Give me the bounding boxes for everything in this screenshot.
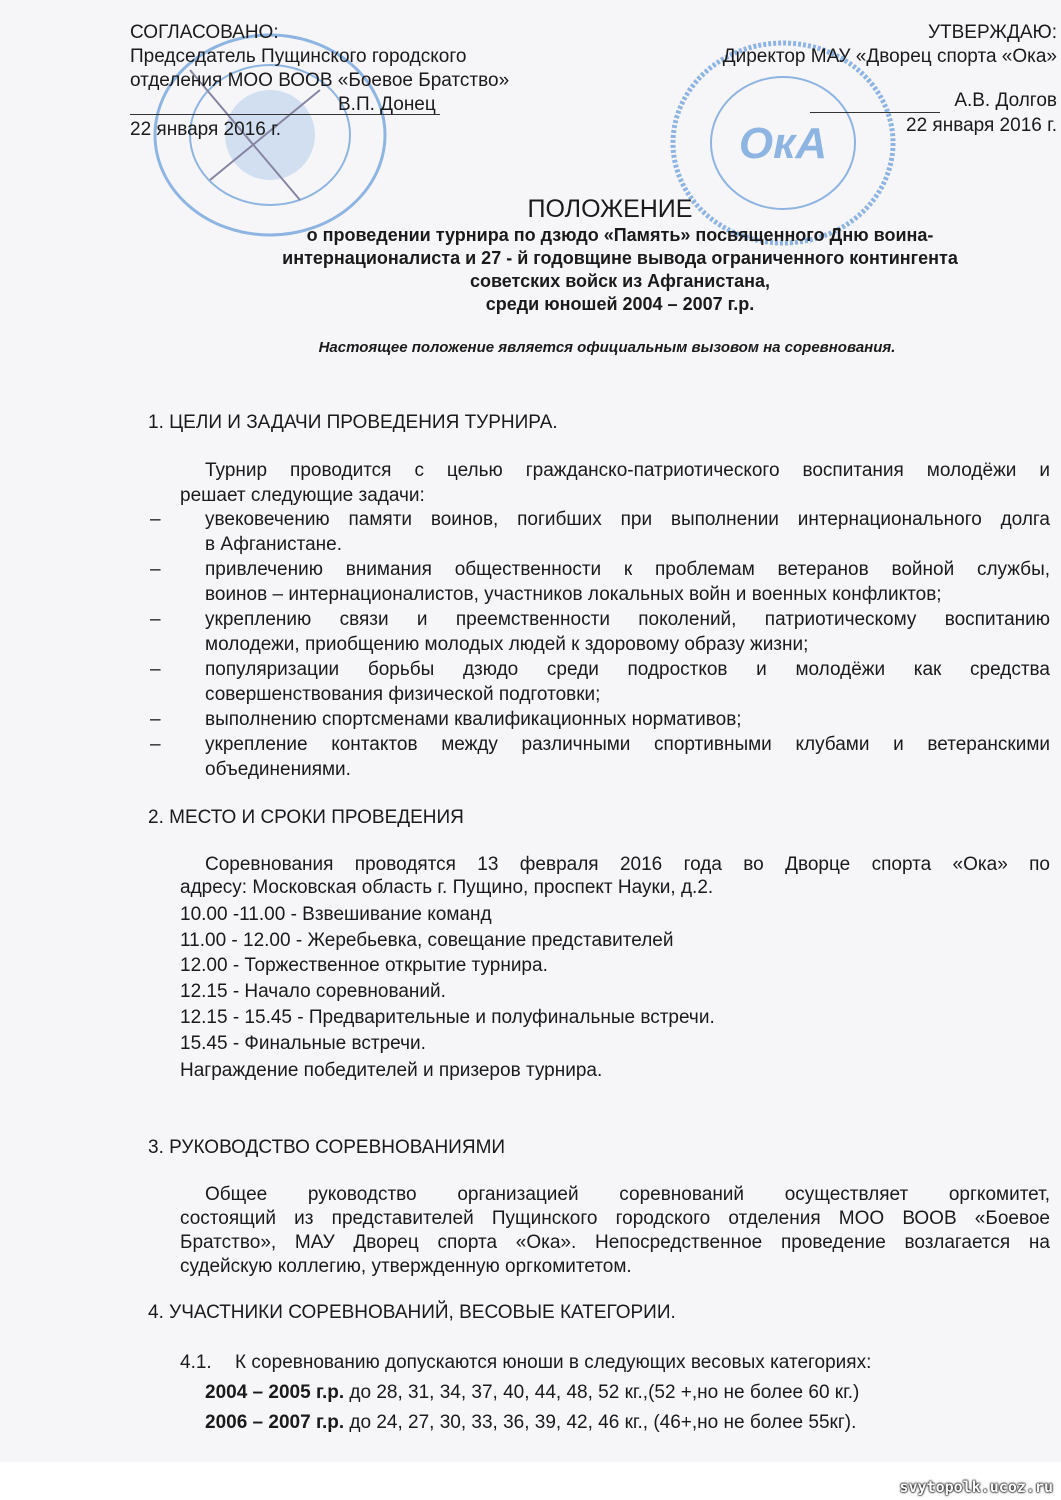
- schedule-item: 12.15 - 15.45 - Предварительные и полуфинальные встречи.: [180, 1007, 715, 1028]
- list-item-line: в Афганистане.: [205, 534, 342, 555]
- list-item-line: укреплению связи и преемственности поколений, патриотическому воспитанию: [205, 609, 1050, 630]
- paragraph-line: Общее руководство организацией соревнований осуществляет оргкомитет,: [205, 1184, 1050, 1205]
- approval-left-date: 22 января 2016 г.: [130, 119, 281, 140]
- approval-right-line1: Директор МАУ «Дворец спорта «Ока»: [722, 46, 1057, 67]
- schedule-item: 11.00 - 12.00 - Жеребьевка, совещание представителей: [180, 930, 674, 951]
- approval-right-signer: А.В. Долгов: [954, 90, 1057, 111]
- approval-left-line1: Председатель Пущинского городского: [130, 46, 467, 67]
- subtitle-line: интернационалиста и 27 - й годовщине вывода ограниченного контингента: [282, 248, 958, 268]
- paragraph-line: Братство», МАУ Дворец спорта «Ока». Непосредственное проведение возлагается на: [180, 1232, 1050, 1253]
- bullet-dash: –: [150, 509, 161, 530]
- weight-group: 2004 – 2005 г.р. до 28, 31, 34, 37, 40, 44, 48, 52 кг.,(52 +,но не более 60 кг.): [205, 1382, 860, 1403]
- section-2-heading: 2. МЕСТО И СРОКИ ПРОВЕДЕНИЯ: [148, 807, 464, 828]
- list-item-line: увековечению памяти воинов, погибших при выполнении интернационального долга: [205, 509, 1050, 530]
- list-item-line: выполнению спортсменами квалификационных нормативов;: [205, 709, 742, 730]
- list-item-line: укрепление контактов между различными спортивными клубами и ветеранскими: [205, 734, 1050, 755]
- list-item-line: популяризации борьбы дзюдо среди подростков и молодёжи как средства: [205, 659, 1050, 680]
- schedule-item: 12.00 - Торжественное открытие турнира.: [180, 955, 548, 976]
- notice: Настоящее положение является официальным вызовом на соревнования.: [318, 339, 896, 356]
- paragraph-line: состоящий из представителей Пущинского городского отделения МОО ВООВ «Боевое: [180, 1208, 1050, 1229]
- schedule-item: 15.45 - Финальные встречи.: [180, 1033, 426, 1054]
- svg-text:ОкА: ОкА: [738, 119, 828, 168]
- section-1-heading: 1. ЦЕЛИ И ЗАДАЧИ ПРОВЕДЕНИЯ ТУРНИРА.: [148, 412, 558, 433]
- bullet-dash: –: [150, 609, 161, 630]
- clause-number: 4.1.: [180, 1352, 212, 1373]
- list-item-line: совершенствования физической подготовки;: [205, 684, 601, 705]
- paragraph-line: адресу: Московская область г. Пущино, проспект Науки, д.2.: [180, 877, 714, 898]
- document-title: ПОЛОЖЕНИЕ: [527, 195, 693, 223]
- bullet-dash: –: [150, 709, 161, 730]
- paragraph-line: К соревнованию допускаются юноши в следующих весовых категориях:: [235, 1352, 872, 1373]
- paragraph-line: решает следующие задачи:: [180, 485, 425, 506]
- watermark: svytopolk.ucoz.ru: [899, 1478, 1053, 1496]
- list-item-line: привлечению внимания общественности к проблемам ветеранов войной службы,: [205, 559, 1050, 580]
- paragraph-line: судейскую коллегию, утвержденную оргкомитетом.: [180, 1256, 632, 1277]
- list-item-line: воинов – интернационалистов, участников локальных войн и военных конфликтов;: [205, 584, 942, 605]
- paragraph-line: Турнир проводится с целью гражданско-патриотического воспитания молодёжи и: [205, 460, 1050, 481]
- approval-right-title: УТВЕРЖДАЮ:: [927, 22, 1057, 43]
- paragraph-line: Соревнования проводятся 13 февраля 2016 года во Дворце спорта «Ока» по: [205, 854, 1050, 875]
- list-item-line: молодежи, приобщению молодых людей к здоровому образу жизни;: [205, 634, 809, 655]
- weight-group: 2006 – 2007 г.р. до 24, 27, 30, 33, 36, 39, 42, 46 кг., (46+,но не более 55кг).: [205, 1412, 857, 1433]
- approval-left-signer: В.П. Донец: [338, 94, 436, 115]
- schedule-item: Награждение победителей и призеров турнира.: [180, 1060, 603, 1081]
- approval-right-date: 22 января 2016 г.: [906, 115, 1057, 136]
- schedule-item: 12.15 - Начало соревнований.: [180, 981, 446, 1002]
- list-item-line: объединениями.: [205, 759, 351, 780]
- subtitle-line: о проведении турнира по дзюдо «Память» посвященного Дню воина-: [306, 225, 934, 245]
- approval-left-line2: отделения МОО ВООВ «Боевое Братство»: [130, 70, 510, 91]
- schedule-item: 10.00 -11.00 - Взвешивание команд: [180, 904, 492, 925]
- subtitle-line: советских войск из Афганистана,: [469, 271, 771, 291]
- section-4-heading: 4. УЧАСТНИКИ СОРЕВНОВАНИЙ, ВЕСОВЫЕ КАТЕГОРИИ.: [148, 1302, 676, 1323]
- subtitle-line: среди юношей 2004 – 2007 г.р.: [485, 294, 755, 314]
- bullet-dash: –: [150, 734, 161, 755]
- bullet-dash: –: [150, 559, 161, 580]
- bullet-dash: –: [150, 659, 161, 680]
- approval-left-title: СОГЛАСОВАНО:: [130, 22, 279, 43]
- section-3-heading: 3. РУКОВОДСТВО СОРЕВНОВАНИЯМИ: [148, 1137, 506, 1158]
